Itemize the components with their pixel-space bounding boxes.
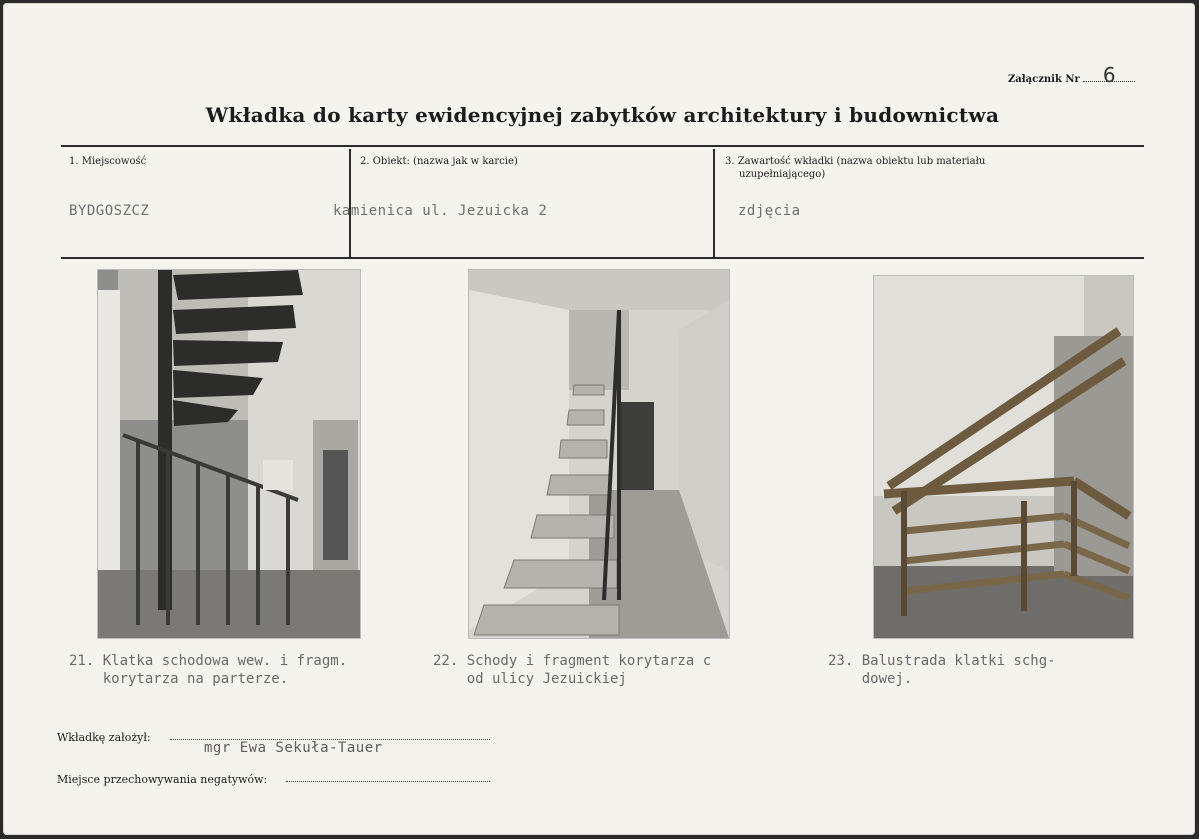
locality-label: 1. Miejscowość xyxy=(69,156,147,167)
table-bottom-rule xyxy=(61,257,1144,259)
page-title: Wkładka do karty ewidencyjnej zabytków architektury i budownictwa xyxy=(205,103,1000,127)
photo-spiral-staircase-image xyxy=(98,270,360,638)
record-sheet xyxy=(3,3,1195,835)
caption-photo-21: 21. Klatka schodowa wew. i fragm. korytarza na parterze. xyxy=(69,653,348,687)
photo-balustrade xyxy=(874,276,1133,638)
negatives-dotted-line xyxy=(286,780,490,782)
author-value: mgr Ewa Sekuła-Tauer xyxy=(204,740,383,756)
content-label-line2: uzupełniającego) xyxy=(739,169,826,180)
content-label xyxy=(725,155,985,181)
photo-balustrade-image xyxy=(874,276,1133,638)
negatives-label: Miejsce przechowywania negatywów: xyxy=(57,773,268,786)
annex-number xyxy=(1008,63,1135,87)
annex-label: Załącznik Nr xyxy=(1008,74,1080,85)
annex-value: 6 xyxy=(1083,69,1135,82)
object-value: kamienica ul. Jezuicka 2 xyxy=(333,203,548,219)
content-label-line1: 3. Zawartość wkładki (nazwa obiektu lub materiału xyxy=(725,156,986,167)
caption-photo-22: 22. Schody i fragment korytarza c od ulicy Jezuickiej xyxy=(433,653,712,687)
photo-straight-stairs xyxy=(469,270,729,638)
photo-straight-stairs-image xyxy=(469,270,729,638)
caption-photo-23: 23. Balustrada klatki schg- dowej. xyxy=(828,653,1056,687)
locality-value: BYDGOSZCZ xyxy=(69,203,150,219)
column-divider-2 xyxy=(713,149,715,259)
photo-spiral-staircase xyxy=(98,270,360,638)
object-label: 2. Obiekt: (nazwa jak w karcie) xyxy=(360,156,518,167)
author-label: Wkładkę założył: xyxy=(57,731,151,744)
content-value: zdjęcia xyxy=(738,203,801,219)
table-top-rule xyxy=(61,145,1144,147)
